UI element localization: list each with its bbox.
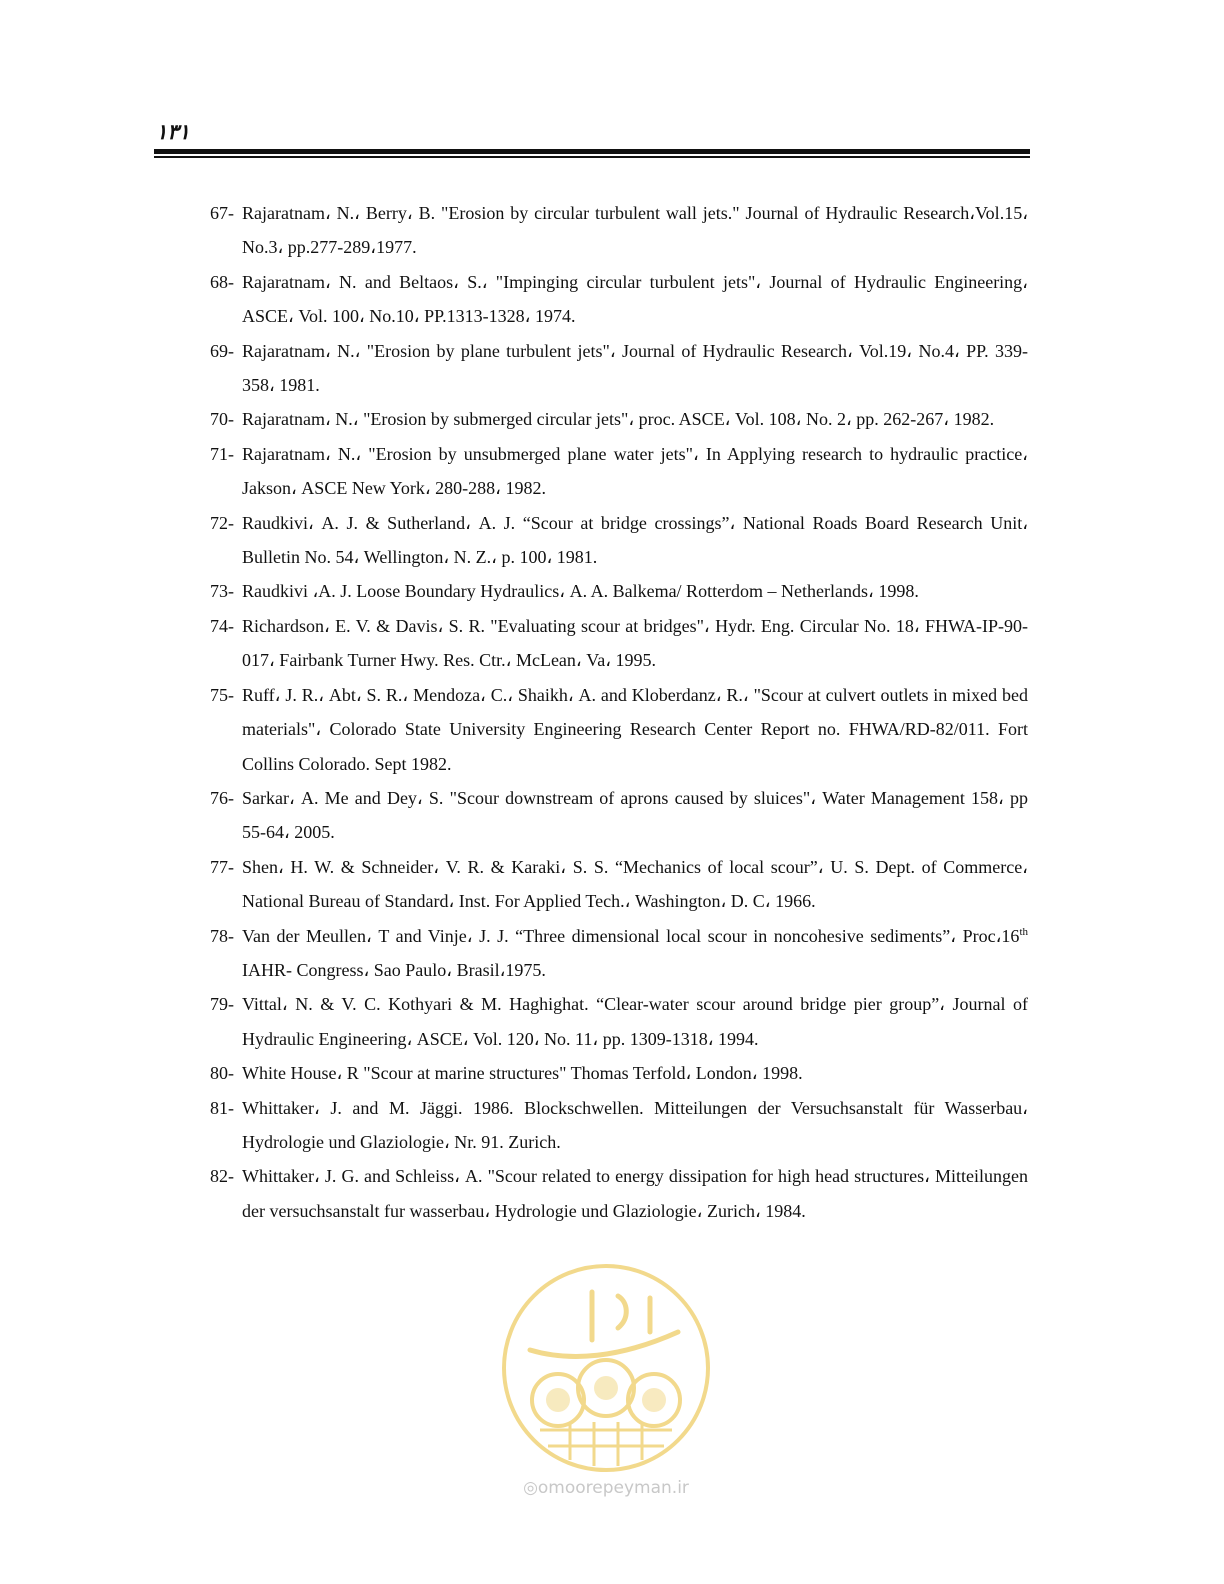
watermark-site-text: omoorepeyman.ir: [537, 1478, 689, 1498]
reference-number: 74-: [210, 615, 234, 636]
reference-text: Richardson، E. V. & Davis، S. R. "Evaluating scour at bridges"، Hydr. Eng. Circular No. 18، FHWA-IP-90-017، Fairbank Turner Hwy. Res. Ctr.، McLean، Va، 1995.: [242, 615, 1028, 671]
reference-number: 78-: [210, 925, 234, 946]
reference-text: Raudkivi ،A. J. Loose Boundary Hydraulics، A. A. Balkema/ Rotterdom – Netherlands، 1998.: [242, 581, 919, 602]
reference-number: 80-: [210, 1063, 234, 1084]
reference-item: [210, 437, 1028, 506]
reference-number: 79-: [210, 994, 234, 1015]
reference-number: 73-: [210, 581, 234, 602]
reference-item: [210, 1056, 1028, 1090]
reference-item: [210, 334, 1028, 403]
reference-number: 71-: [210, 443, 234, 464]
reference-text: Whittaker، J. and M. Jäggi. 1986. Blockschwellen. Mitteilungen der Versuchsanstalt für Wasserbau، Hydrologie und Glaziologie، Nr. 91. Zurich.: [242, 1097, 1028, 1152]
reference-item: [210, 609, 1028, 678]
reference-text: Rajaratnam، N.، "Erosion by unsubmerged plane water jets"، In Applying research to hydraulic practice، Jakson، ASCE New York، 280-288، 1982.: [242, 443, 1028, 499]
reference-item: [210, 1091, 1028, 1160]
reference-item: [210, 919, 1028, 988]
reference-text: Shen، H. W. & Schneider، V. R. & Karaki، S. S. “Mechanics of local scour”، U. S. Dept. of Commerce، National Bureau of Standard، Inst. For Applied Tech.، Washington، D. C، 1966.: [242, 856, 1028, 912]
reference-text: White House، R "Scour at marine structures" Thomas Terfold، London، 1998.: [242, 1063, 803, 1084]
reference-number: 70-: [210, 409, 234, 430]
watermark-site: [510, 1478, 702, 1498]
reference-item: [210, 574, 1028, 608]
page-number: ۱۳۱: [156, 120, 190, 144]
reference-text: Sarkar، A. Me and Dey، S. "Scour downstream of aprons caused by sluices"، Water Management 158، pp 55-64، 2005.: [242, 787, 1028, 843]
reference-item: [210, 196, 1028, 265]
reference-number: 68-: [210, 271, 234, 292]
watermark-logo: [500, 1262, 712, 1474]
header-divider: [154, 149, 1030, 159]
reference-text: Raudkivi، A. J. & Sutherland، A. J. “Scour at bridge crossings”، National Roads Board Research Unit، Bulletin No. 54، Wellington، N. Z.، p. 100، 1981.: [242, 512, 1028, 568]
reference-number: 67-: [210, 203, 234, 223]
reference-item: [210, 402, 1028, 436]
reference-item: [210, 265, 1028, 334]
reference-item: [210, 678, 1028, 781]
reference-text: Ruff، J. R.، Abt، S. R.، Mendoza، C.، Shaikh، A. and Kloberdanz، R.، "Scour at culvert outlets in mixed bed materials"، Colorado State University Engineering Research Center Report no. FHWA/RD-82/011. Fort Collins Colorado. Sept 1982.: [242, 684, 1028, 774]
reference-number: 75-: [210, 684, 234, 705]
reference-text: [242, 919, 1028, 988]
reference-text-part: IAHR- Congress، Sao Paulo، Brasil،1975.: [242, 959, 546, 980]
reference-number: 69-: [210, 340, 234, 361]
reference-text: Whittaker، J. G. and Schleiss، A. "Scour related to energy dissipation for high head structures، Mitteilungen der versuchsanstalt fur wasserbau، Hydrologie und Glaziologie، Zurich، 1984.: [242, 1166, 1028, 1221]
reference-number: 76-: [210, 787, 234, 808]
reference-number: 72-: [210, 512, 234, 533]
reference-text: Rajaratnam، N.، "Erosion by plane turbulent jets"، Journal of Hydraulic Research، Vol.19، No.4، PP. 339-358، 1981.: [242, 340, 1028, 396]
reference-text: Rajaratnam، N.، Berry، B. "Erosion by circular turbulent wall jets." Journal of Hydraulic Research،Vol.15، No.3، pp.277-289،1977.: [242, 203, 1028, 258]
reference-text: Rajaratnam، N.، "Erosion by submerged circular jets"، proc. ASCE، Vol. 108، No. 2، pp. 262-267، 1982.: [242, 409, 995, 430]
reference-item: [210, 506, 1028, 575]
reference-number: 82-: [210, 1166, 234, 1187]
reference-number: 77-: [210, 856, 234, 877]
superscript: th: [1019, 925, 1028, 938]
reference-text-part: Van der Meullen، T and Vinje، J. J. “Three dimensional local scour in noncohesive sediments”، Proc،16: [242, 925, 1020, 946]
reference-item: [210, 850, 1028, 919]
reference-text: Rajaratnam، N. and Beltaos، S.، "Impinging circular turbulent jets"، Journal of Hydraulic Engineering، ASCE، Vol. 100، No.10، PP.1313-1328، 1974.: [242, 271, 1028, 327]
globe-icon: ◎: [523, 1478, 538, 1498]
reference-number: 81-: [210, 1097, 234, 1118]
reference-list: [210, 196, 1028, 1228]
reference-item: [210, 1159, 1028, 1228]
reference-text: Vittal، N. & V. C. Kothyari & M. Haghighat. “Clear-water scour around bridge pier group”، Journal of Hydraulic Engineering، ASCE، Vol. 120، No. 11، pp. 1309-1318، 1994.: [242, 994, 1028, 1049]
reference-item: [210, 987, 1028, 1056]
reference-item: [210, 781, 1028, 850]
